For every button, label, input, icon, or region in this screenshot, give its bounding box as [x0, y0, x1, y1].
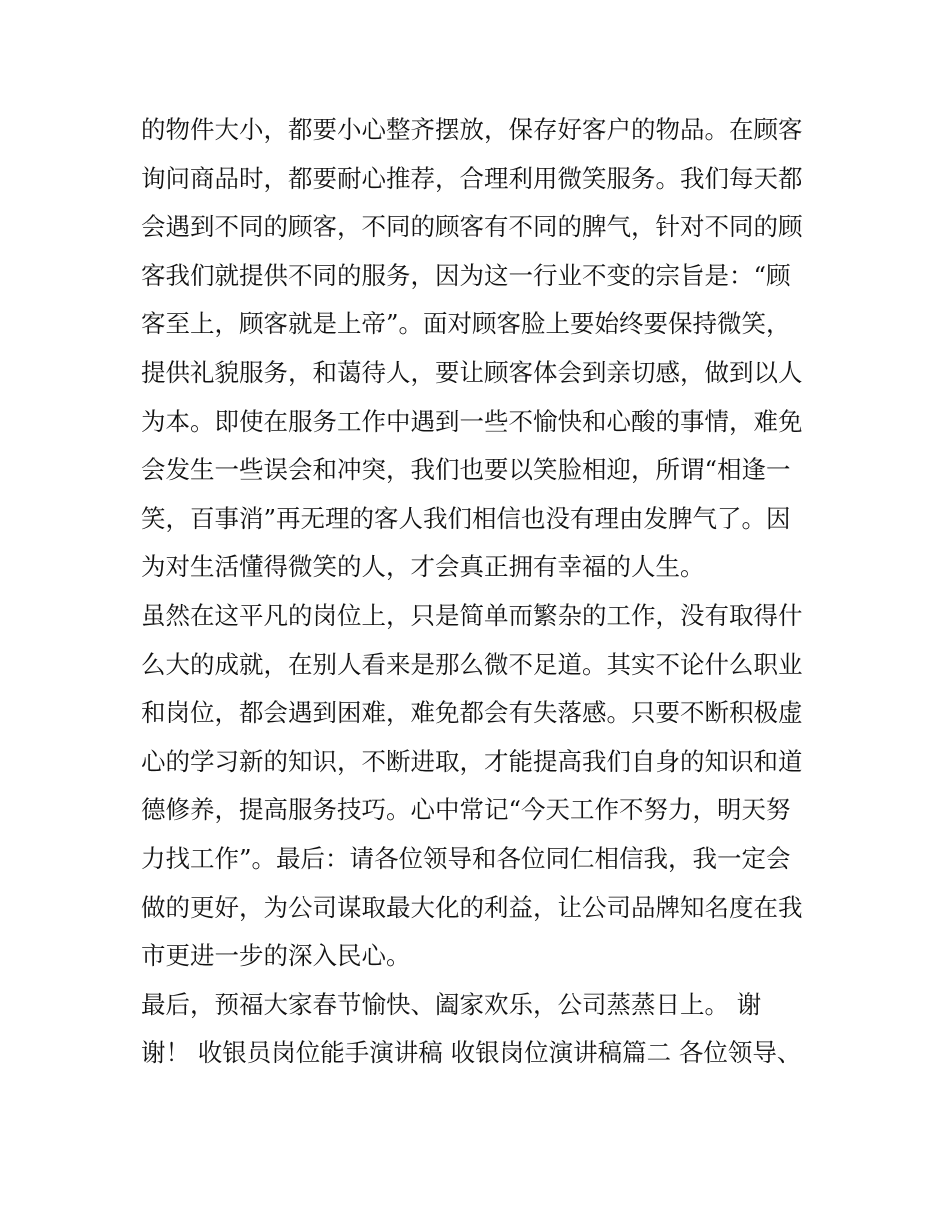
- text-line: 为本。即使在服务工作中遇到一些不愉快和心酸的事情，难免: [141, 406, 803, 436]
- text-line: 的物件大小，都要小心整齐摆放，保存好客户的物品。在顾客: [141, 115, 803, 144]
- text-line: 虽然在这平凡的岗位上，只是简单而繁杂的工作，没有取得什: [141, 600, 803, 630]
- text-line: 客至上，顾客就是上帝”。面对顾客脸上要始终要保持微笑，: [141, 309, 791, 339]
- text-line: 谢！ 收银员岗位能手演讲稿 收银岗位演讲稿篇二 各位领导、: [141, 1038, 802, 1068]
- text-line: 力找工作”。最后：请各位领导和各位同仁相信我，我一定会: [141, 843, 791, 873]
- text-line: 会遇到不同的顾客，不同的顾客有不同的脾气，针对不同的顾: [141, 212, 803, 242]
- text-line: 市更进一步的深入民心。: [141, 941, 411, 971]
- text-line: 询问商品时，都要耐心推荐，合理利用微笑服务。我们每天都: [141, 163, 803, 193]
- text-line: 笑，百事消”再无理的客人我们相信也没有理由发脾气了。因: [141, 503, 791, 533]
- text-line: 做的更好，为公司谋取最大化的利益，让公司品牌知名度在我: [141, 892, 803, 922]
- text-line: 会发生一些误会和冲突，我们也要以笑脸相迎，所谓“相逢一: [141, 455, 791, 485]
- text-line: 最后，预福大家春节愉快、阖家欢乐，公司蒸蒸日上。 谢: [141, 989, 762, 1019]
- text-line: 么大的成就，在别人看来是那么微不足道。其实不论什么职业: [141, 649, 803, 679]
- text-line: 德修养，提高服务技巧。心中常记“今天工作不努力，明天努: [141, 795, 791, 825]
- text-line: 客我们就提供不同的服务，因为这一行业不变的宗旨是：“顾: [141, 260, 791, 290]
- text-line: 为对生活懂得微笑的人，才会真正拥有幸福的人生。: [141, 552, 705, 582]
- body-text: [141, 106, 821, 1078]
- text-line: 心的学习新的知识，不断进取，才能提高我们自身的知识和道: [141, 746, 803, 776]
- text-line: 和岗位，都会遇到困难，难免都会有失落感。只要不断积极虚: [141, 698, 803, 728]
- text-line: 提供礼貌服务，和蔼待人，要让顾客体会到亲切感，做到以人: [141, 357, 803, 387]
